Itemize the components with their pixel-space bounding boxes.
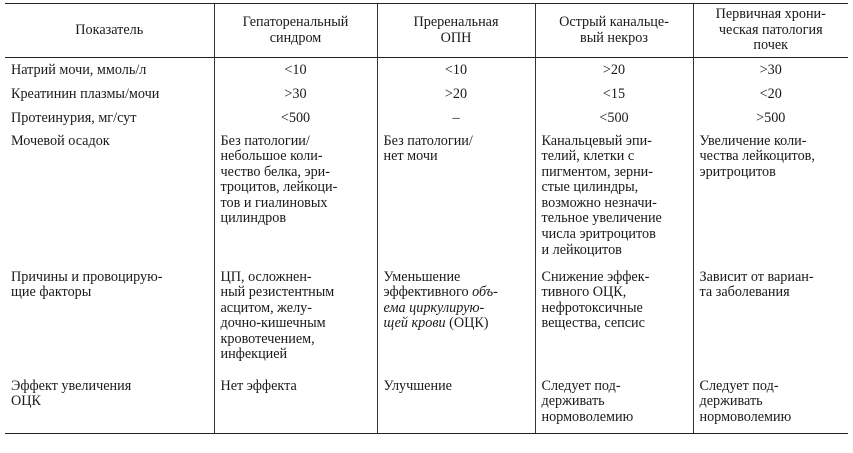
differential-diagnosis-table xyxy=(5,3,848,434)
cell-text-lead: Уменьшение эффективного xyxy=(383,268,469,301)
table-row-proteinuria xyxy=(5,106,848,130)
table-row-urine-sediment xyxy=(5,130,848,270)
table-cell: Улучшение xyxy=(377,377,535,434)
table-row-urine-sodium xyxy=(5,58,848,82)
table-header-row xyxy=(5,4,848,58)
table-cell: Следует под- держивать нормоволемию xyxy=(535,377,693,434)
table-cell: <15 xyxy=(535,82,693,106)
row-label: Креатинин плазмы/мочи xyxy=(5,82,214,106)
italic-term: объ- ема циркулирую- щей крови xyxy=(383,284,498,332)
table-cell: Снижение эффек- тивного ОЦК, нефротоксичные вещества, сепсис xyxy=(535,270,693,377)
header-prerenal-arf: Преренальная ОПН xyxy=(377,4,535,58)
table-cell: Канальцевый эпи- телий, клетки с пигментом, зерни- стые цилиндры, возможно незначи- тельное увеличение числа эритроцитов и лейкоцитов xyxy=(535,130,693,270)
table-cell: >20 xyxy=(377,82,535,106)
table-cell: Зависит от вариан- та заболевания xyxy=(699,268,814,301)
comparison-table-container xyxy=(5,3,848,434)
row-label: Протеинурия, мг/сут xyxy=(5,106,214,130)
table-cell: Нет эффекта xyxy=(214,377,377,434)
header-chronic-kidney-pathology: Первичная хрони- ческая патология почек xyxy=(693,4,848,58)
row-label: Натрий мочи, ммоль/л xyxy=(5,58,214,82)
table-cell: Без патологии/ нет мочи xyxy=(377,130,535,270)
table-row-volume-effect xyxy=(5,377,848,434)
header-hepatorenal-syndrome: Гепаторенальный синдром xyxy=(214,4,377,58)
table-cell-prerenal-causes xyxy=(377,270,535,377)
table-cell: >30 xyxy=(214,82,377,106)
table-cell: >500 xyxy=(756,109,786,126)
cell-text-tail: (ОЦК) xyxy=(445,315,489,332)
table-cell: <500 xyxy=(535,106,693,130)
table-cell: <10 xyxy=(214,58,377,82)
table-row-causes xyxy=(5,270,848,377)
row-label: Причины и провоцирую- щие факторы xyxy=(5,270,214,377)
table-cell: <20 xyxy=(759,85,782,102)
header-acute-tubular-necrosis: Острый канальце- вый некроз xyxy=(535,4,693,58)
row-label: Мочевой осадок xyxy=(5,130,214,270)
table-cell: >20 xyxy=(535,58,693,82)
table-row-creatinine-ratio xyxy=(5,82,848,106)
table-cell: Следует под- держивать нормоволемию xyxy=(693,377,848,434)
table-cell: >30 xyxy=(759,62,782,78)
table-cell: – xyxy=(377,106,535,130)
table-cell: Увеличение коли- чества лейкоцитов, эритроцитов xyxy=(699,132,815,180)
table-cell: Без патологии/ небольшое коли- чество белка, эри- троцитов, лейкоци- тов и гиалиновых цилиндров xyxy=(214,130,377,270)
row-label: Эффект увеличения ОЦК xyxy=(5,377,214,434)
header-indicator: Показатель xyxy=(5,4,214,58)
table-cell: ЦП, осложнен- ный резистентным асцитом, желу- дочно-кишечным кровотечением, инфекцией xyxy=(214,270,377,377)
table-cell: <500 xyxy=(214,106,377,130)
table-cell: <10 xyxy=(377,58,535,82)
